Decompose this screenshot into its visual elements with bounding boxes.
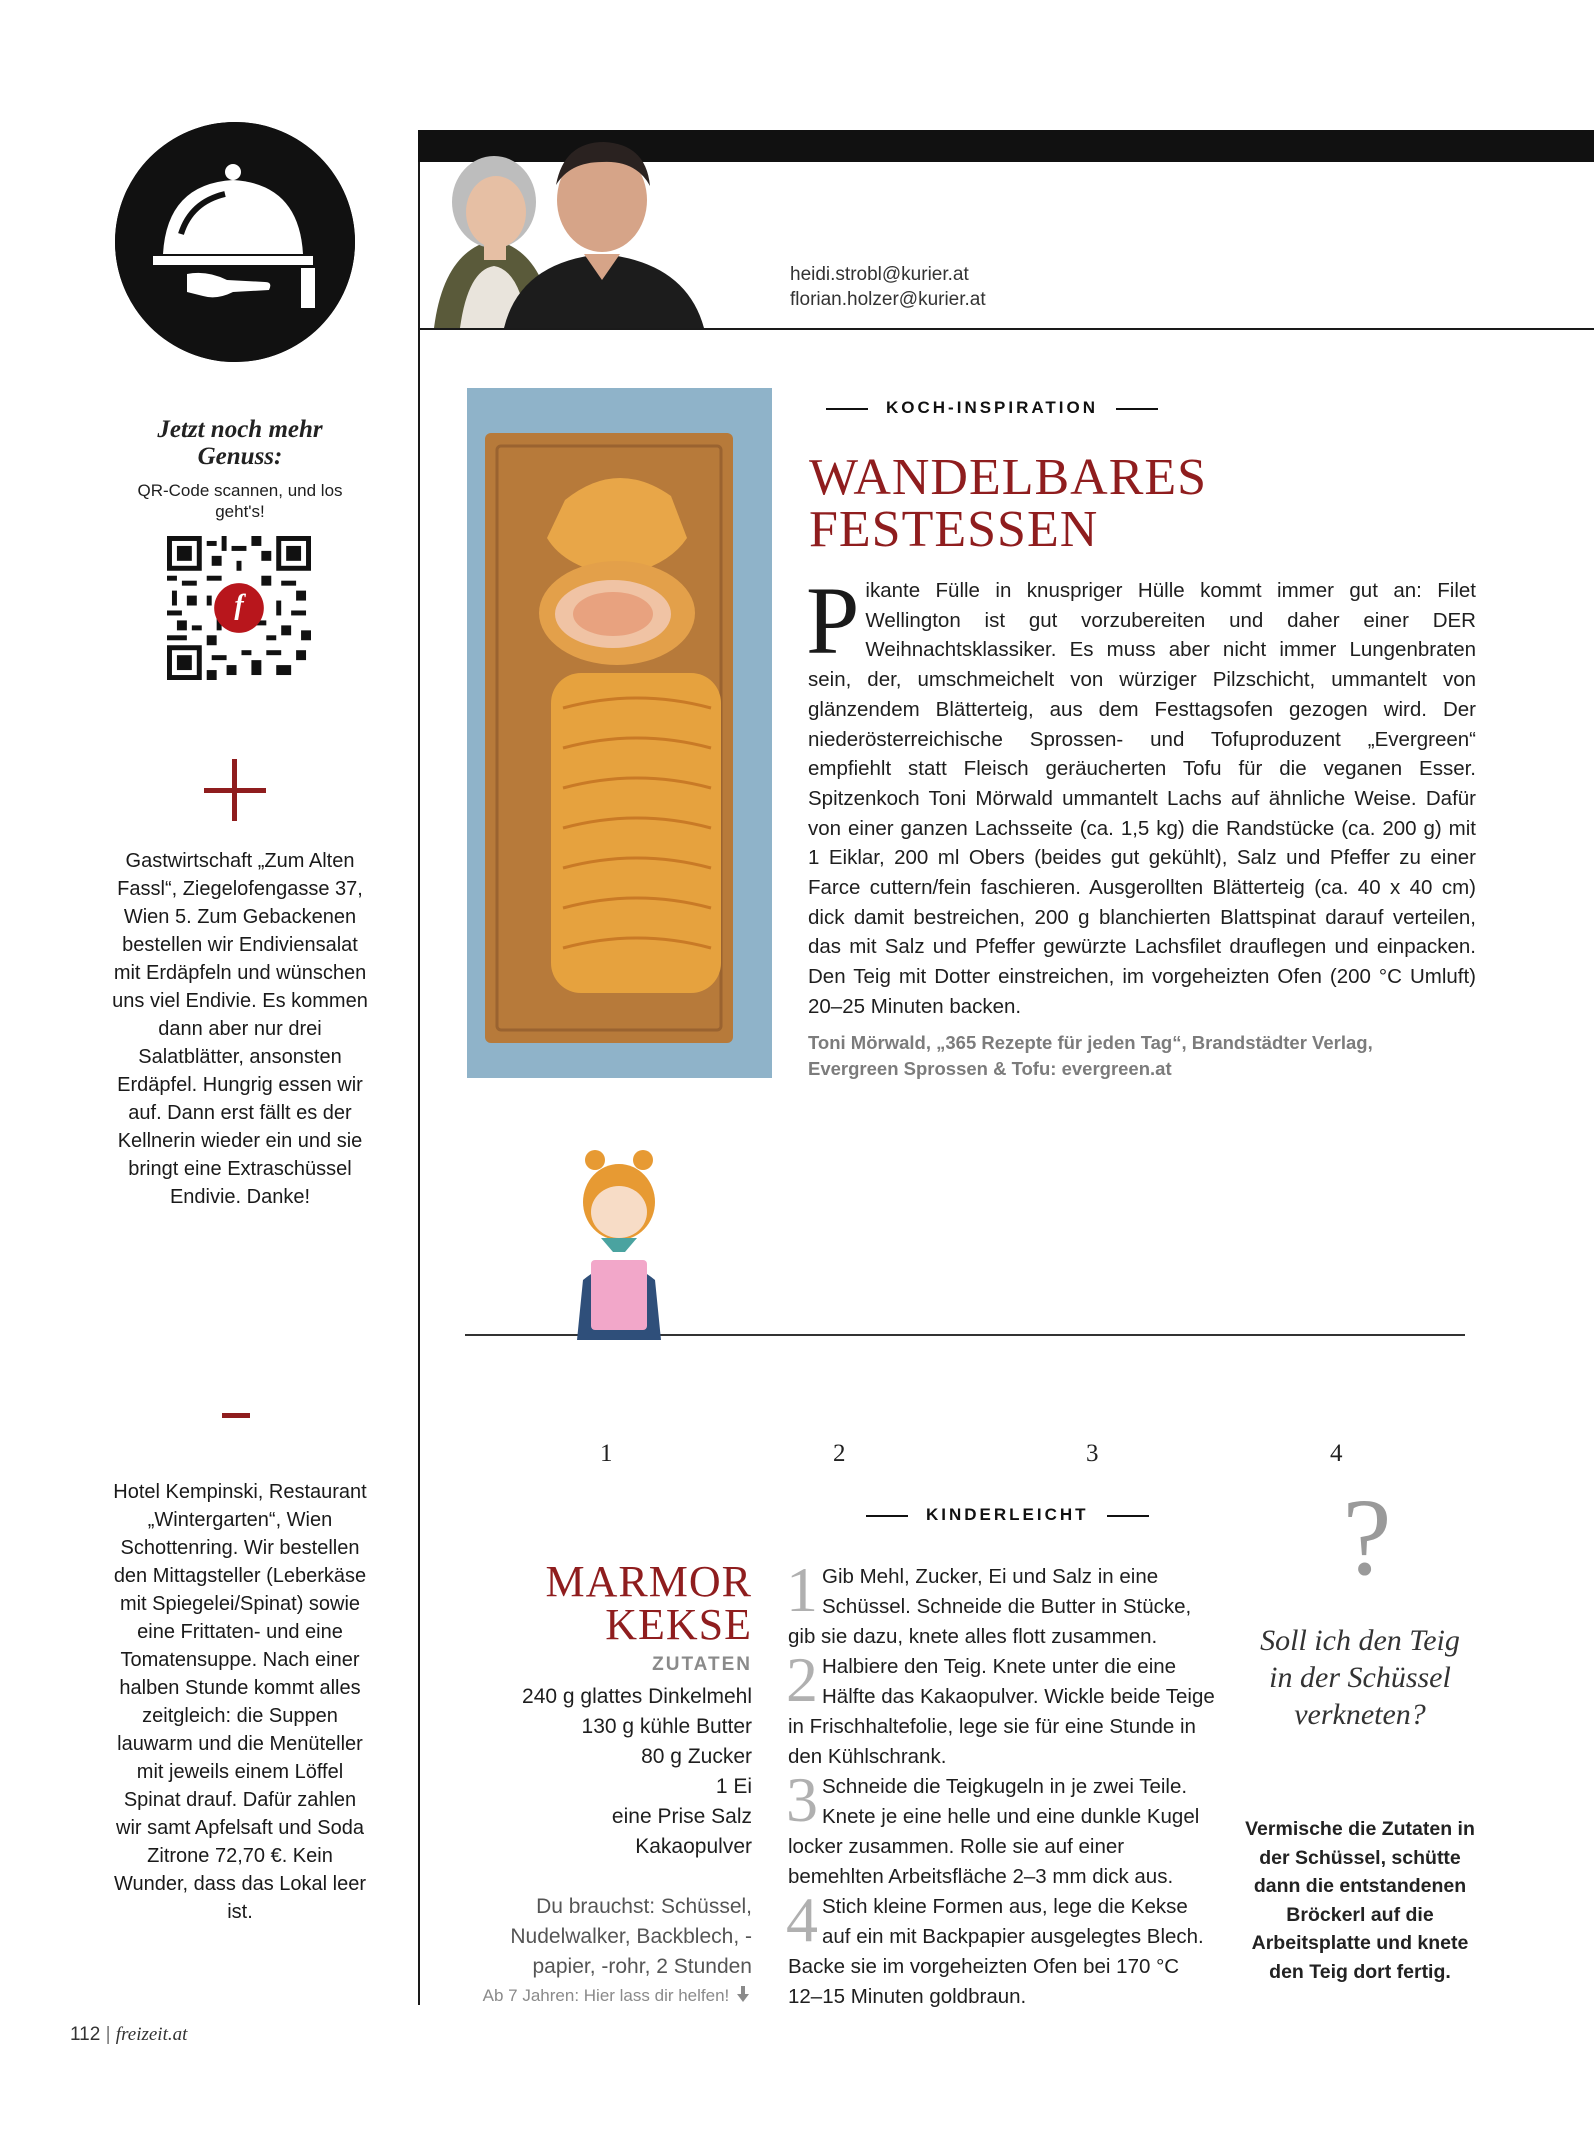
recipe-step-4 <box>786 1884 1218 2012</box>
recipe-step-3 <box>786 1764 1218 1892</box>
ingredients-list <box>480 1682 752 1862</box>
ingredient-item: eine Prise Salz <box>611 1805 752 1828</box>
feature-body-text: ikante Fülle in knuspriger Hülle kommt immer gut an: Filet Wellington ist gut vorzubereiten und daher einer DER Weihnachtsklassiker. Es muss aber nicht immer Lungenbraten sein, der, umschmeichelt von würziger Pilzschicht, ummantelt von glänzendem Blätterteig, aus dem Festtagsofen gezogen wird. Der niederösterreichische Sprossen- und Tofuproduzent „Evergreen“ empfiehlt statt Fleisch geräucherten Tofu für die veganen Esser. Spitzenkoch Toni Mörwald ummantelt Lachs auf ähnliche Weise. Dafür von einer ganzen Lachsseite (ca. 1,5 kg) die Randstücke (ca. 200 g) mit 1 Eiklar, 200 ml Obers (beides gut gekühlt), Salz und Pfeffer zu einer Farce cuttern/fein faschieren. Ausgerollten Blätterteig (ca. 40 x 40 cm) dick damit bestreichen, 200 g blanchierten Blattspinat darauf verteilen, das mit Salz und Pfeffer gewürzte Lachsfilet drauflegen und einpacken. Den Teig mit Dotter einstreichen, im vorgeheizten Ofen (200 °C Umluft) 20–25 Minuten backen. <box>808 579 1476 1018</box>
plus-review-text: Gastwirtschaft „Zum Alten Fassl“, Ziegelofengasse 37, Wien 5. Zum Gebackenen bestellen wir Endiviensalat mit Erdäpfeln und wünschen uns viel Endivie. Es kommen dann aber nur drei Salatblätter, ansonsten Erdäpfel. Hungrig essen wir auf. Dann erst fällt es der Kellnerin wieder ein und sie bringt eine Extraschüssel Endivie. Danke! <box>112 850 368 1208</box>
recipe-kicker-label: KINDERLEICHT <box>926 1505 1089 1524</box>
step-number-3: 3 <box>1086 1440 1099 1467</box>
brand-name: freizeit.at <box>115 2024 188 2045</box>
age-note-text: Ab 7 Jahren: Hier lass dir helfen! <box>482 1985 730 2005</box>
feature-body <box>806 567 1476 1022</box>
qr-code[interactable] <box>167 536 311 680</box>
recipe-step-2 <box>786 1644 1218 1772</box>
step-numeral: 1 <box>786 1554 818 1625</box>
step-text: Schneide die Teigkugeln in je zwei Teile. Knete je eine helle und eine dunkle Kugel locker zusammen. Rolle sie auf einer bemehlten Arbeitsfläche 2–3 mm dick aus. <box>788 1775 1200 1888</box>
email-heidi-link[interactable]: heidi.strobl@kurier.at <box>790 264 969 285</box>
feature-credits <box>808 1030 1476 1082</box>
feature-title <box>809 449 1369 558</box>
faq-question: Soll ich den Teig in der Schüssel verkneten? <box>1260 1624 1460 1731</box>
faq-answer: Vermische die Zutaten in der Schüssel, schütte dann die entstandenen Bröckerl auf die Arbeitsplatte und knete den Teig dort fertig. <box>1245 1818 1475 1983</box>
credit-line-1: Toni Mörwald, „365 Rezepte für jeden Tag“, Brandstädter Verlag, <box>808 1032 1373 1053</box>
ingredients-heading: ZUTATEN <box>652 1654 752 1675</box>
recipe-title-line1: MARMOR <box>545 1557 752 1606</box>
step-numeral: 2 <box>786 1644 818 1715</box>
email-florian-link[interactable]: florian.holzer@kurier.at <box>790 289 986 310</box>
feature-title-line2: FESTESSEN <box>809 501 1099 558</box>
plus-icon <box>200 755 270 825</box>
step-number-2: 2 <box>833 1440 846 1467</box>
question-mark: ? <box>1342 1476 1392 1598</box>
recipe-title <box>480 1557 752 1649</box>
column-divider <box>418 130 420 2005</box>
promo-heading: Jetzt noch mehr Genuss: <box>157 416 323 470</box>
qr-badge-letter: f <box>234 590 244 621</box>
step-text: Stich kleine Formen aus, lege die Kekse auf ein mit Backpapier ausgelegtes Blech. Backe sie im vorgeheizten Ofen bei 170 °C 12–15 Minuten goldbraun. <box>788 1895 1204 2008</box>
step-numeral: 3 <box>786 1764 818 1835</box>
recipe-kicker <box>848 1505 1167 1525</box>
header-divider <box>418 328 1594 330</box>
drop-cap: P <box>806 567 860 674</box>
promo-subtext: QR-Code scannen, und los geht's! <box>137 481 343 521</box>
feature-title-line1: WANDELBARES <box>809 449 1208 506</box>
step-number-4: 4 <box>1330 1440 1343 1467</box>
credit-line-2: Evergreen Sprossen & Tofu: evergreen.at <box>808 1058 1172 1079</box>
step-number-1: 1 <box>600 1440 613 1467</box>
salmon-wellington-photo <box>467 388 772 1078</box>
step-numeral: 4 <box>786 1884 818 1955</box>
page-footer: 112 | freizeit.at <box>70 2024 188 2045</box>
minus-review-text: Hotel Kempinski, Restaurant „Wintergarten“, Wien Schottenring. Wir bestellen den Mittagsteller (Leberkäse mit Spiegelei/Spinat) sowie eine Frittaten- und eine Tomatensuppe. Nach einer halben Stunde kommt alles zeitgleich: die Suppen lauwarm und die Menüteller mit jeweils einem Löffel Spinat drauf. Dafür zahlen wir samt Apfelsaft und Soda Zitrone 72,70 €. Kein Wunder, dass das Lokal leer ist. <box>113 1481 367 1923</box>
recipe-title-line2: KEKSE <box>605 1600 752 1649</box>
ingredient-item: 240 g glattes Dinkelmehl <box>522 1685 752 1708</box>
ingredient-item: 130 g kühle Butter <box>581 1715 752 1738</box>
step-text: Gib Mehl, Zucker, Ei und Salz in eine Schüssel. Schneide die Butter in Stücke, gib sie dazu, knete alles flott zusammen. <box>788 1565 1192 1648</box>
tools-note: Du brauchst: Schüssel, Nudelwalker, Backblech, -papier, -rohr, 2 Stunden <box>510 1895 752 1978</box>
step-text: Halbiere den Teig. Knete unter die eine Hälfte das Kakaopulver. Wickle beide Teige in Frischhaltefolie, lege sie für eine Stunde in den Kühlschrank. <box>788 1655 1215 1768</box>
feature-kicker-label: KOCH-INSPIRATION <box>886 398 1099 417</box>
ingredient-item: Kakaopulver <box>635 1835 752 1858</box>
cloche-logo-icon <box>115 122 355 362</box>
page-number: 112 <box>70 2024 101 2045</box>
author-emails <box>790 262 986 312</box>
recipe-steps <box>786 1554 1218 2012</box>
hand-pointer-icon <box>734 1985 752 2008</box>
baking-steps-illustration <box>465 1140 1465 1450</box>
ingredient-item: 1 Ei <box>715 1775 752 1798</box>
feature-kicker <box>808 398 1176 418</box>
age-note <box>440 1985 752 2008</box>
author-portraits-image <box>424 130 754 328</box>
minus-icon <box>222 1413 250 1418</box>
ingredient-item: 80 g Zucker <box>641 1745 752 1768</box>
recipe-step-1 <box>786 1554 1218 1652</box>
